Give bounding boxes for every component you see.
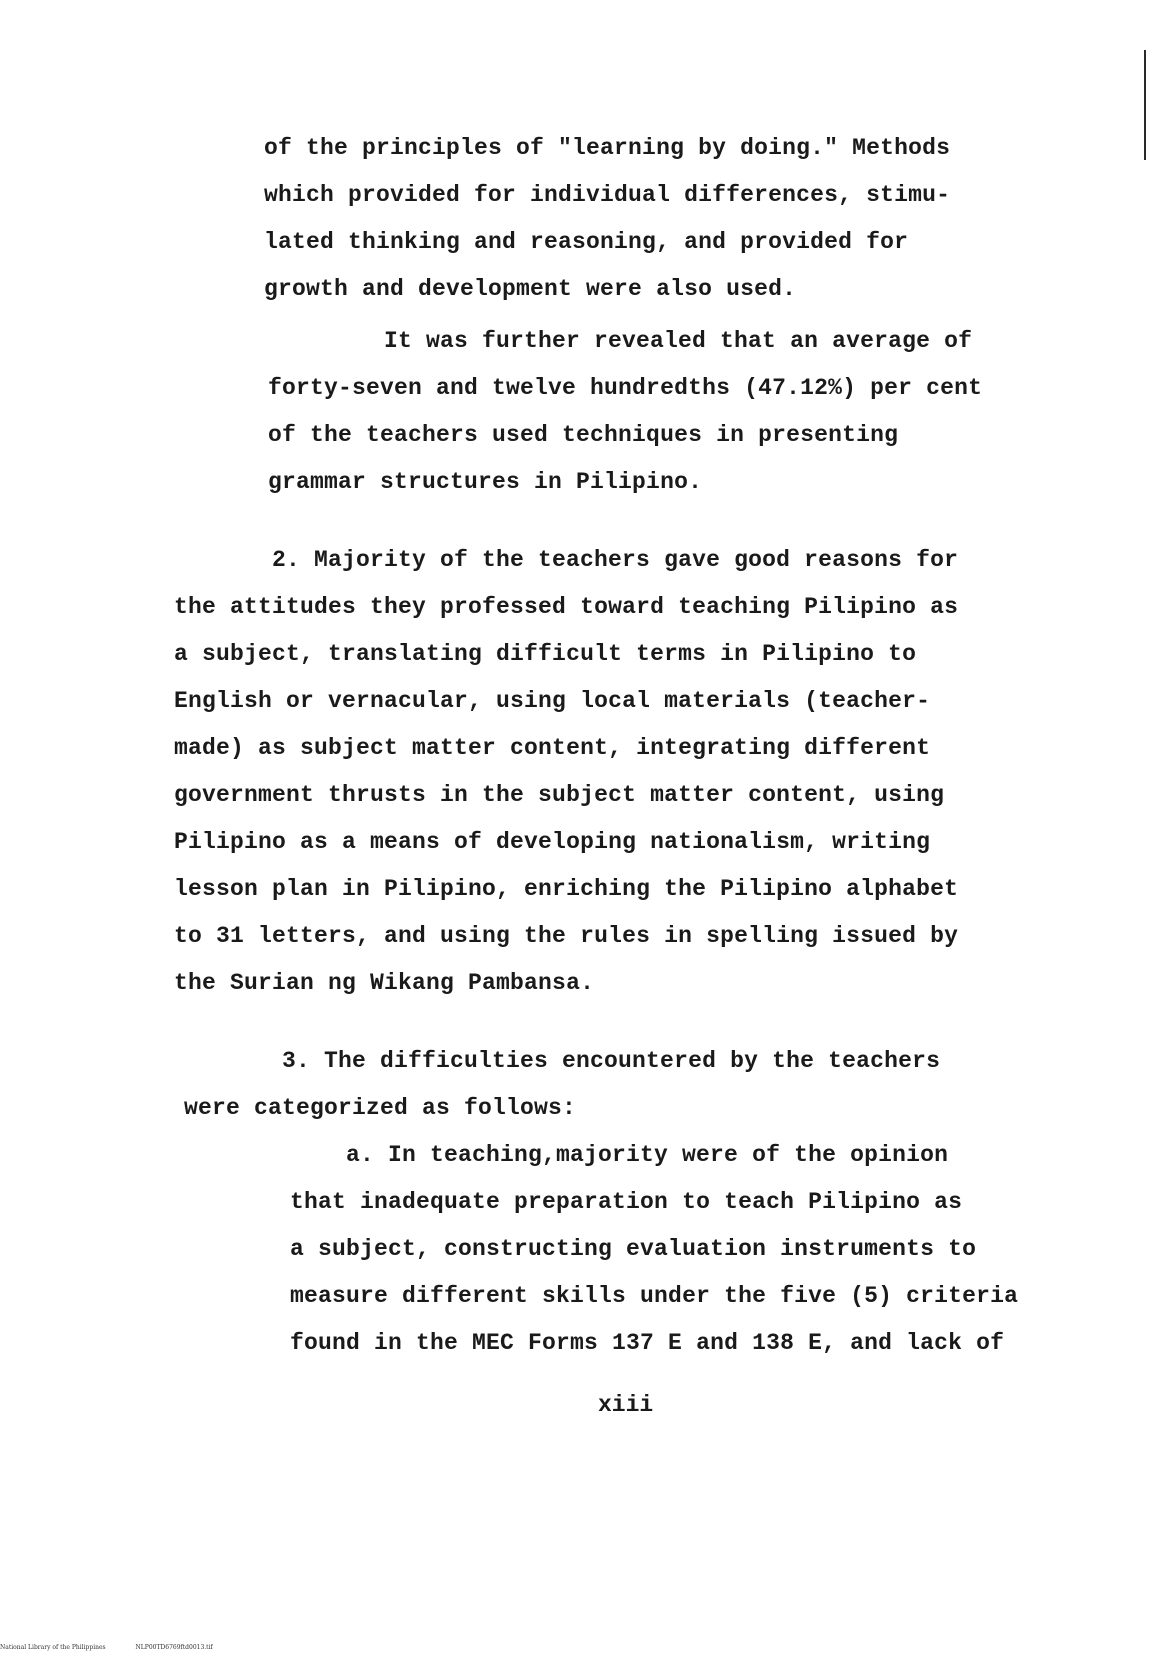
text-line: 2. Majority of the teachers gave good reasons for	[272, 547, 959, 573]
text-line: made) as subject matter content, integrating different	[174, 735, 931, 761]
text-line: It was further revealed that an average of	[384, 328, 973, 354]
text-line: which provided for individual differences, stimu-	[264, 182, 951, 208]
text-line: growth and development were also used.	[264, 276, 797, 302]
text-line: the attitudes they professed toward teaching Pilipino as	[174, 594, 959, 620]
scan-footer	[0, 1644, 241, 1651]
text-line: measure different skills under the five (5) criteria	[290, 1283, 1019, 1309]
text-line: English or vernacular, using local materials (teacher-	[174, 688, 931, 714]
text-line: the Surian ng Wikang Pambansa.	[174, 970, 595, 996]
text-line: a subject, constructing evaluation instruments to	[290, 1236, 977, 1262]
footer-file-id: NLP00TD6769ftd0013.tif	[135, 1644, 213, 1651]
text-line: 3. The difficulties encountered by the teachers	[282, 1048, 941, 1074]
text-line: forty-seven and twelve hundredths (47.12%) per cent	[268, 375, 983, 401]
text-line: of the principles of "learning by doing." Methods	[264, 135, 951, 161]
text-line: Pilipino as a means of developing nationalism, writing	[174, 829, 931, 855]
text-line: of the teachers used techniques in presenting	[268, 422, 899, 448]
text-line: lesson plan in Pilipino, enriching the Pilipino alphabet	[174, 876, 959, 902]
text-line: were categorized as follows:	[184, 1095, 577, 1121]
text-line: a. In teaching,majority were of the opinion	[346, 1142, 949, 1168]
text-line: grammar structures in Pilipino.	[268, 469, 703, 495]
text-line: a subject, translating difficult terms in Pilipino to	[174, 641, 917, 667]
scan-edge-line	[1144, 50, 1146, 160]
text-line: found in the MEC Forms 137 E and 138 E, and lack of	[290, 1330, 1005, 1356]
text-line: lated thinking and reasoning, and provided for	[264, 229, 909, 255]
page-number: xiii	[598, 1392, 654, 1418]
text-line: to 31 letters, and using the rules in spelling issued by	[174, 923, 959, 949]
text-line: that inadequate preparation to teach Pilipino as	[290, 1189, 963, 1215]
text-line: government thrusts in the subject matter content, using	[174, 782, 945, 808]
footer-library: National Library of the Philippines	[0, 1644, 106, 1651]
